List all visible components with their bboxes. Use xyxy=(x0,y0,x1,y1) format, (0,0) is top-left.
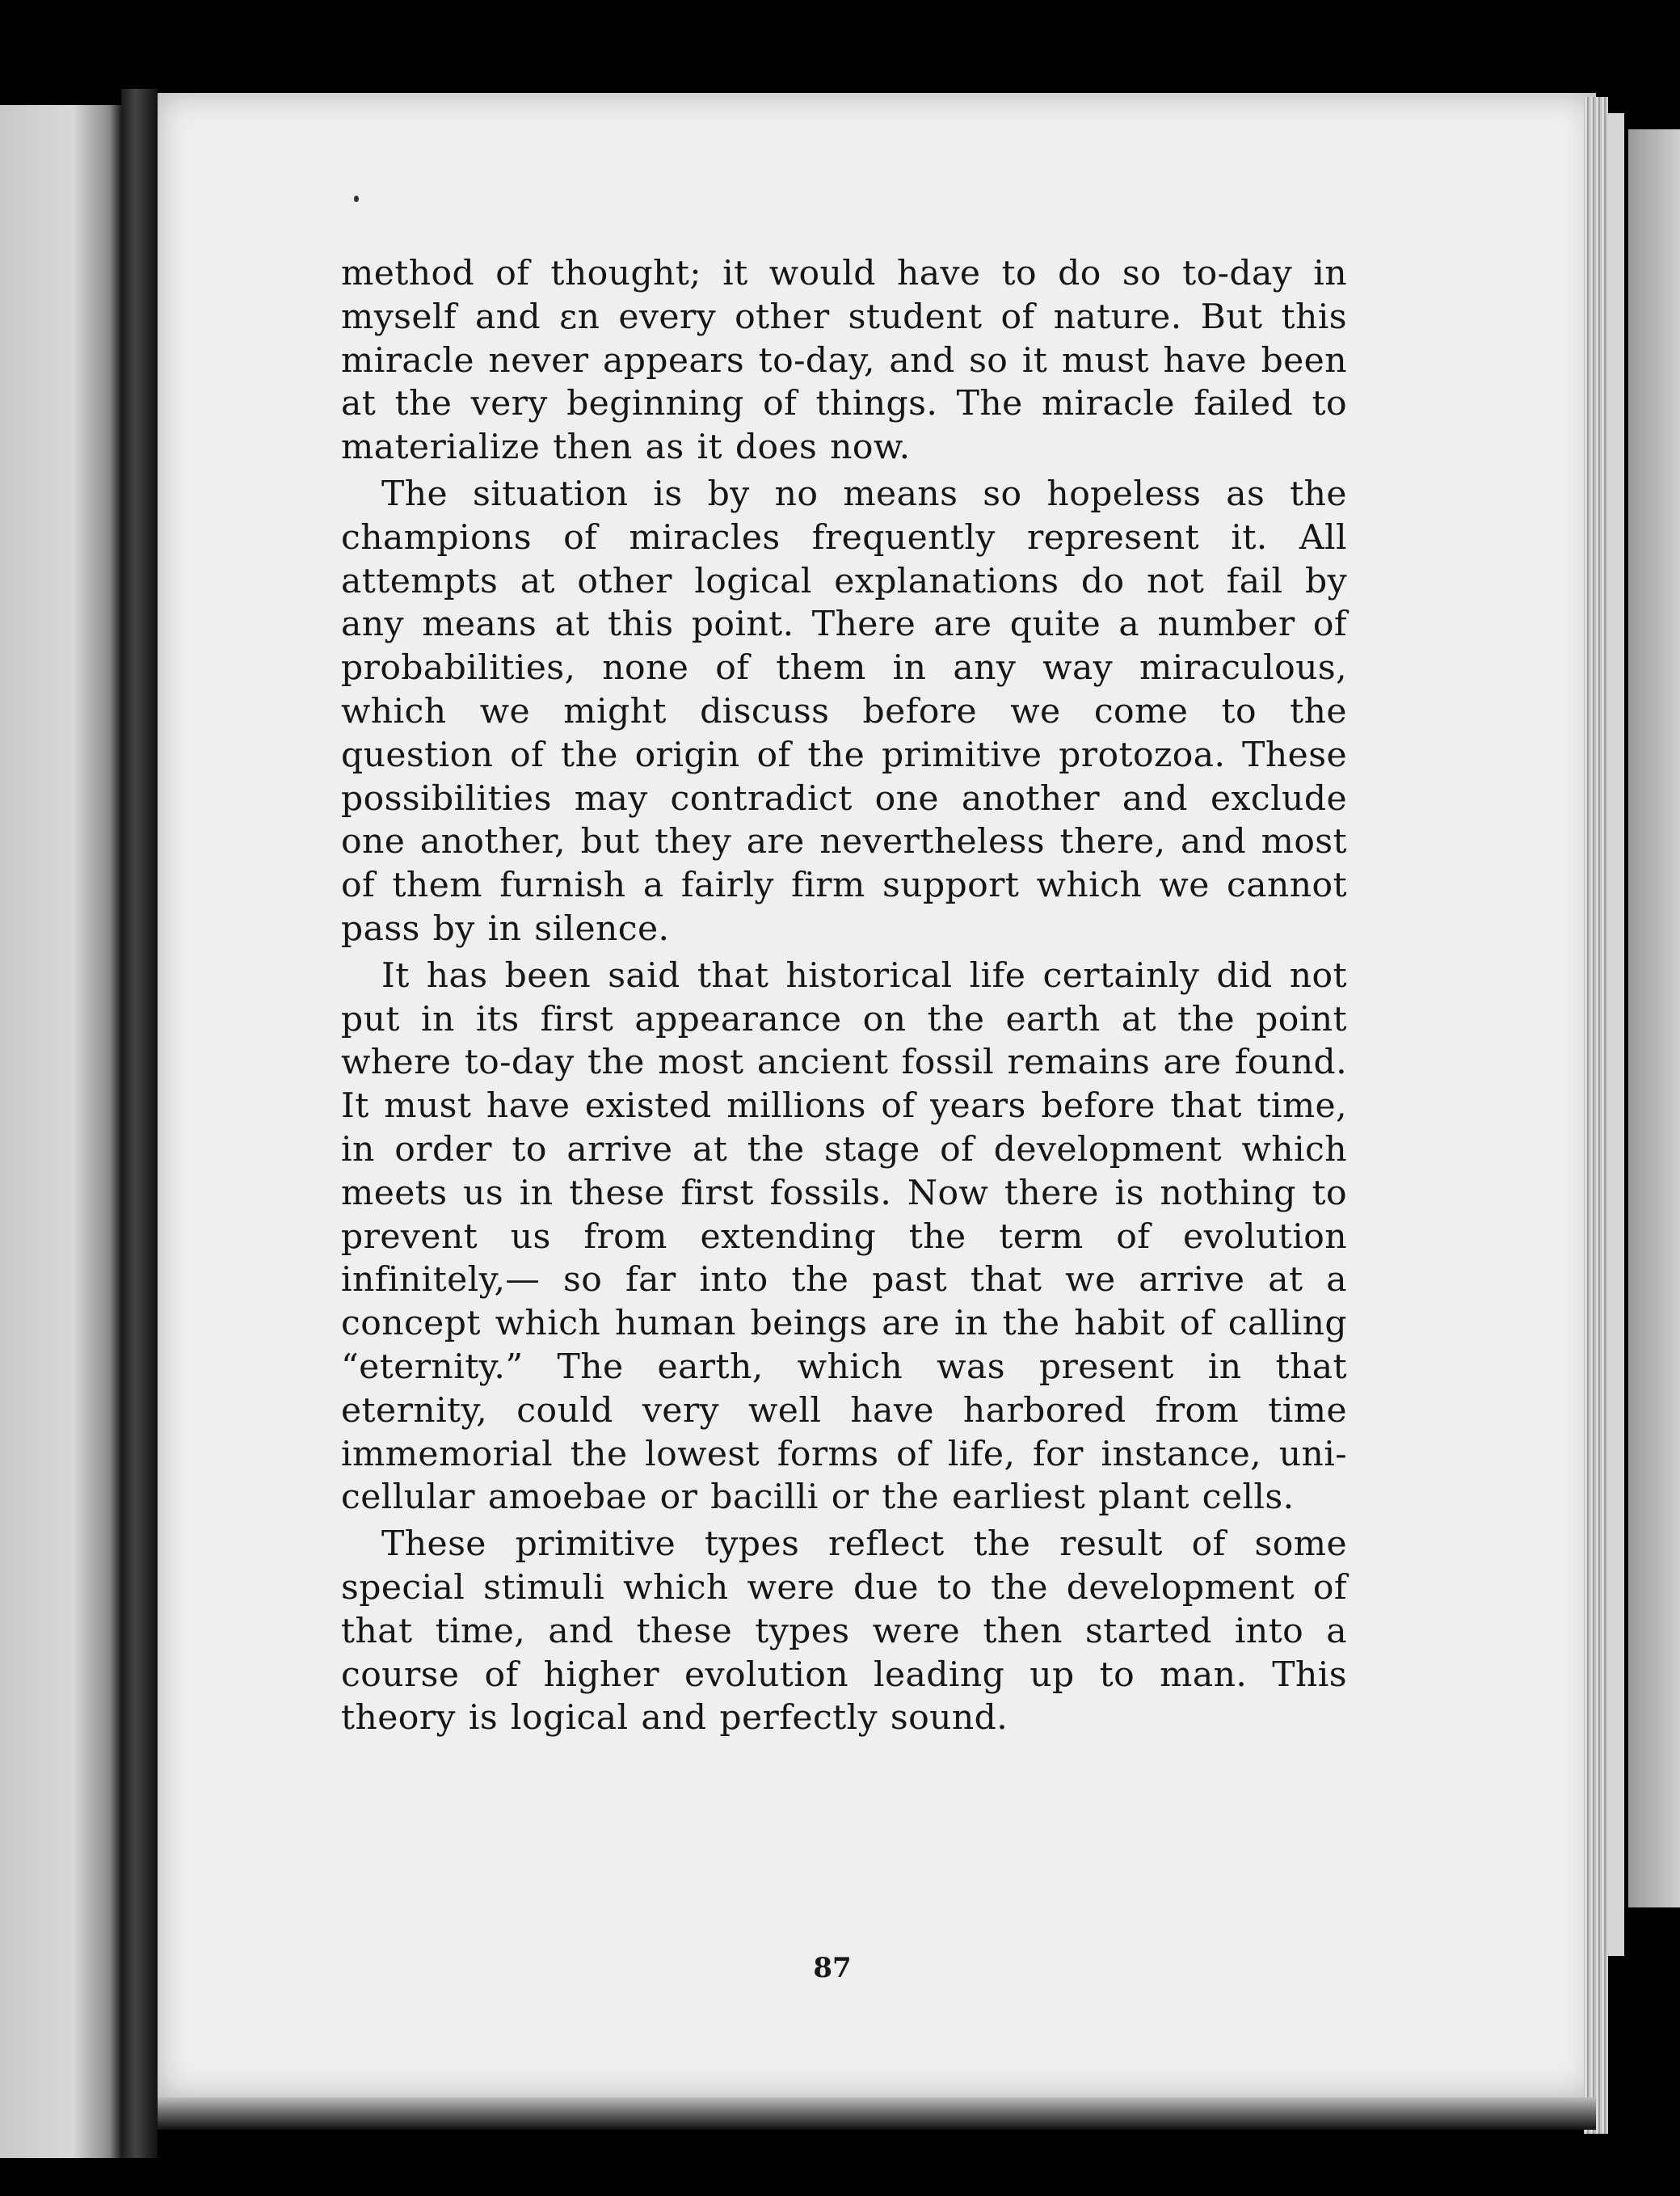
dust-speck xyxy=(354,196,359,202)
page-stack-edge xyxy=(1584,97,1608,2134)
body-text xyxy=(341,252,1347,1740)
facing-page-edge xyxy=(0,105,121,2158)
book-gutter xyxy=(121,89,158,2158)
paragraph: These primitive types reflect the result of some special stimuli which were due to the development of that time, and these types were then started into a course of higher evolution leading up to man. This theory is logical and perfectly sound. xyxy=(341,1524,1347,1739)
right-page-tab xyxy=(1628,129,1680,1907)
page-bottom-edge xyxy=(158,2097,1596,2130)
page-number: 87 xyxy=(813,1952,852,1984)
paragraph: It has been said that historical life certainly did not put in its first appearance on the earth at the point where to-day the most ancient fossil remains are found. It must have existed millions of years before that time, in order to arrive at the stage of development which meets us in these first fossils. Now there is nothing to prevent us from extending the term of evolution infinitely,— so far into the past that we arrive at a concept which human beings are in the habit of calling “eternity.” The earth, which was present in that eternity, could very well have harbored from time immemorial the lowest forms of life, for instance, uni-cellular amoebae or bacilli or the earliest plant cells. xyxy=(341,955,1347,1518)
page-stack-edge-inner xyxy=(1608,113,1624,1956)
paragraph: The situation is by no means so hopeless as the champions of miracles frequently represent it. All attempts at other logical explanations do not fail by any means at this point. There are quite a number of probabilities, none of them in any way miraculous, which we might discuss before we come to the question of the origin of the primitive protozoa. These possibilities may contradict one another and exclude one another, but they are nevertheless there, and most of them furnish a fairly firm support which we cannot pass by in silence. xyxy=(341,474,1347,949)
paragraph: method of thought; it would have to do so to-day in myself and ɛn every other student of nature. But this miracle never appears to-day, and so it must have been at the very beginning of things. The miracle failed to materialize then as it does now. xyxy=(341,254,1347,468)
